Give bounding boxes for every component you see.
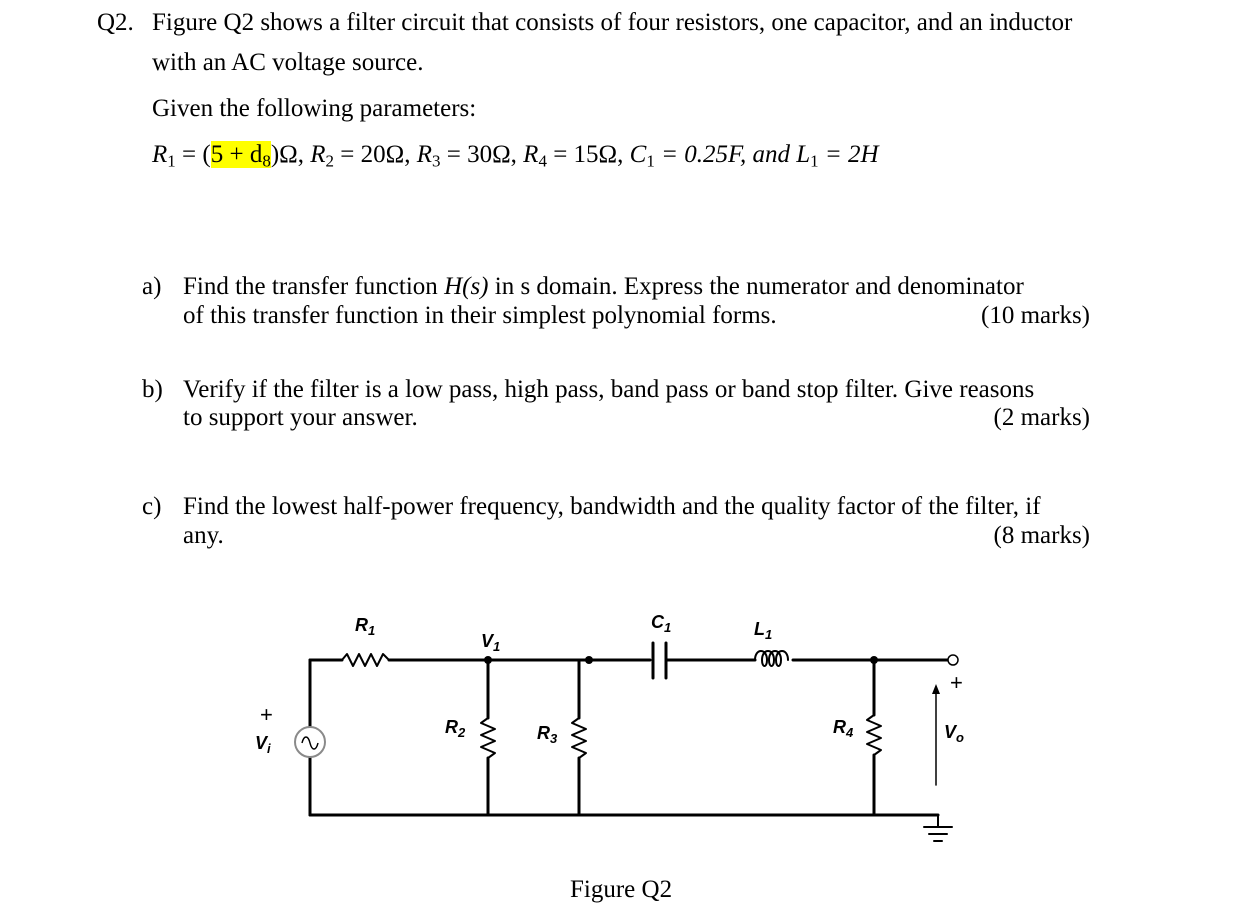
output-terminal xyxy=(948,655,958,665)
l1-value: = 2H xyxy=(818,141,879,168)
r2-subscript: 2 xyxy=(325,151,335,171)
junction-node-r3 xyxy=(585,656,593,664)
part-b-line2: to support your answer. xyxy=(183,404,418,431)
resistor-r4 xyxy=(867,715,881,755)
r2-symbol: R xyxy=(310,141,326,168)
question-intro-line1: Figure Q2 shows a filter circuit that consists of four resistors, one capacitor, and an inductor xyxy=(152,9,1073,36)
inductor-l1 xyxy=(755,651,788,666)
junction-node-r4 xyxy=(870,656,878,664)
r3-value: = 30Ω, xyxy=(440,141,524,168)
junction-node-v1 xyxy=(484,656,492,664)
c1-symbol: C xyxy=(629,141,647,168)
r1-subscript: 1 xyxy=(167,151,176,171)
part-c-label: c) xyxy=(142,493,162,520)
part-a-marks: (10 marks) xyxy=(981,302,1090,329)
label-vo: $V_o$ xyxy=(944,722,964,745)
given-parameters-heading: Given the following parameters: xyxy=(152,95,477,122)
label-r3: $R_3$ xyxy=(537,723,558,746)
resistor-r2 xyxy=(481,718,495,758)
question-number: Q2. xyxy=(97,9,134,36)
label-l1: $L_1$ xyxy=(754,619,773,642)
r2-value: = 20Ω, xyxy=(334,141,417,168)
r1-symbol: R xyxy=(152,141,168,168)
r1-highlight-subscript: 8 xyxy=(262,151,271,171)
l1-subscript: 1 xyxy=(810,151,819,171)
r1-equals: = ( xyxy=(175,141,211,168)
resistor-r3 xyxy=(572,718,586,758)
and-word: and xyxy=(752,141,797,168)
label-v1: $V_1$ xyxy=(481,631,501,654)
part-a-label: a) xyxy=(142,273,162,300)
part-a-line2: of this transfer function in their simplest polynomial forms. xyxy=(183,302,777,329)
part-a-text-pre: Find the transfer function xyxy=(183,273,445,300)
label-r4: $R_4$ xyxy=(833,717,854,740)
label-r1: $R_1$ xyxy=(355,615,376,638)
l1-symbol: L xyxy=(796,141,811,168)
c1-subscript: 1 xyxy=(646,151,655,171)
output-voltage-arrowhead xyxy=(932,684,940,694)
part-b-line1: Verify if the filter is a low pass, high pass, band pass or band stop filter. Give reasons xyxy=(183,376,1035,403)
part-a-text-post: in s domain. Express the numerator and denominator xyxy=(488,273,1024,300)
r1-highlight-text: 5 + d xyxy=(210,141,263,168)
resistor-r1 xyxy=(342,654,389,666)
r1-unit: )Ω, xyxy=(270,141,311,168)
label-plus-input: + xyxy=(260,702,273,727)
r4-symbol: R xyxy=(523,141,539,168)
label-vi: $V_i$ xyxy=(255,733,271,756)
r3-symbol: R xyxy=(416,141,432,168)
label-c1: $C_1$ xyxy=(651,612,672,635)
part-c-marks: (8 marks) xyxy=(993,522,1090,549)
r4-value: = 15Ω, xyxy=(546,141,630,168)
part-c-line1: Find the lowest half-power frequency, bandwidth and the quality factor of the filter, if xyxy=(183,493,1041,520)
r4-subscript: 4 xyxy=(538,151,547,171)
r3-subscript: 3 xyxy=(431,151,441,171)
label-r2: $R_2$ xyxy=(445,717,466,740)
part-a-hs: H(s) xyxy=(444,273,489,300)
label-plus-output: + xyxy=(950,670,963,695)
part-c-line2: any. xyxy=(183,522,224,549)
part-b-marks: (2 marks) xyxy=(993,404,1090,431)
question-intro-line2: with an AC voltage source. xyxy=(152,49,424,76)
figure-caption: Figure Q2 xyxy=(570,876,673,903)
c1-value: = 0.25F, xyxy=(654,141,753,168)
part-b-label: b) xyxy=(142,376,163,403)
